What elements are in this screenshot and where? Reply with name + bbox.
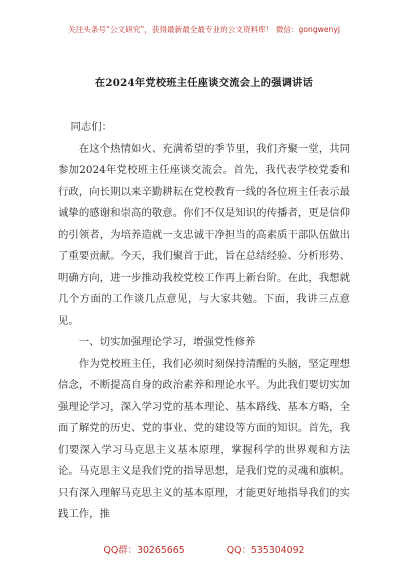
footer (0, 542, 408, 556)
footer-qq-group: QQ群：30265665 (103, 545, 185, 556)
paragraph-intro: 在这个热情如火、充满希望的季节里，我们齐聚一堂，共同参加2024年党校班主任座谈交流会。首先，我代表学校党委和行政，向长期以来辛勤耕耘在党校教育一线的各位班主任表示最诚挚的感谢和崇高的敬意。你们不仅是知识的传播者，更是信仰的引领者，为培养造就一支忠诚干净担当的高素质干部队伍做出了重要贡献。今天，我们聚首于此，旨在总结经验、分析形势、明确方向，进一步推动我校党校工作再上新台阶。在此，我想就几个方面的工作谈几点意见，与大家共勉。下面，我讲三点意见。 (58, 142, 350, 327)
document-title: 在2024年党校班主任座谈交流会上的强调讲话 (94, 77, 314, 89)
footer-qq: QQ：535304092 (226, 545, 305, 556)
header-promo-text: 关注头条号“公文研究”，获得最新最全最专业的公文资料库！ 微信：gongwenyj (68, 25, 340, 34)
paragraph-section-1: 作为党校班主任，我们必须时刻保持清醒的头脑，坚定理想信念，不断提高自身的政治素养和理论水平。为此我们要切实加强理论学习，深入学习党的基本理论、基本路线、基本方略，全面了解党的历史、党的事业、党的建设等方面的知识。首先，我们要深入学习马克思主义基本原理，掌握科学的世界观和方法论。马克思主义是我们党的指导思想，是我们党的灵魂和旗帜。只有深入理解马克思主义的基本原理，才能更好地指导我们的实践工作，推 (58, 357, 350, 520)
document-body (58, 117, 350, 526)
salutation: 同志们： (70, 121, 113, 133)
section-heading-1: 一、切实加强理论学习，增强党性修养 (78, 336, 256, 348)
